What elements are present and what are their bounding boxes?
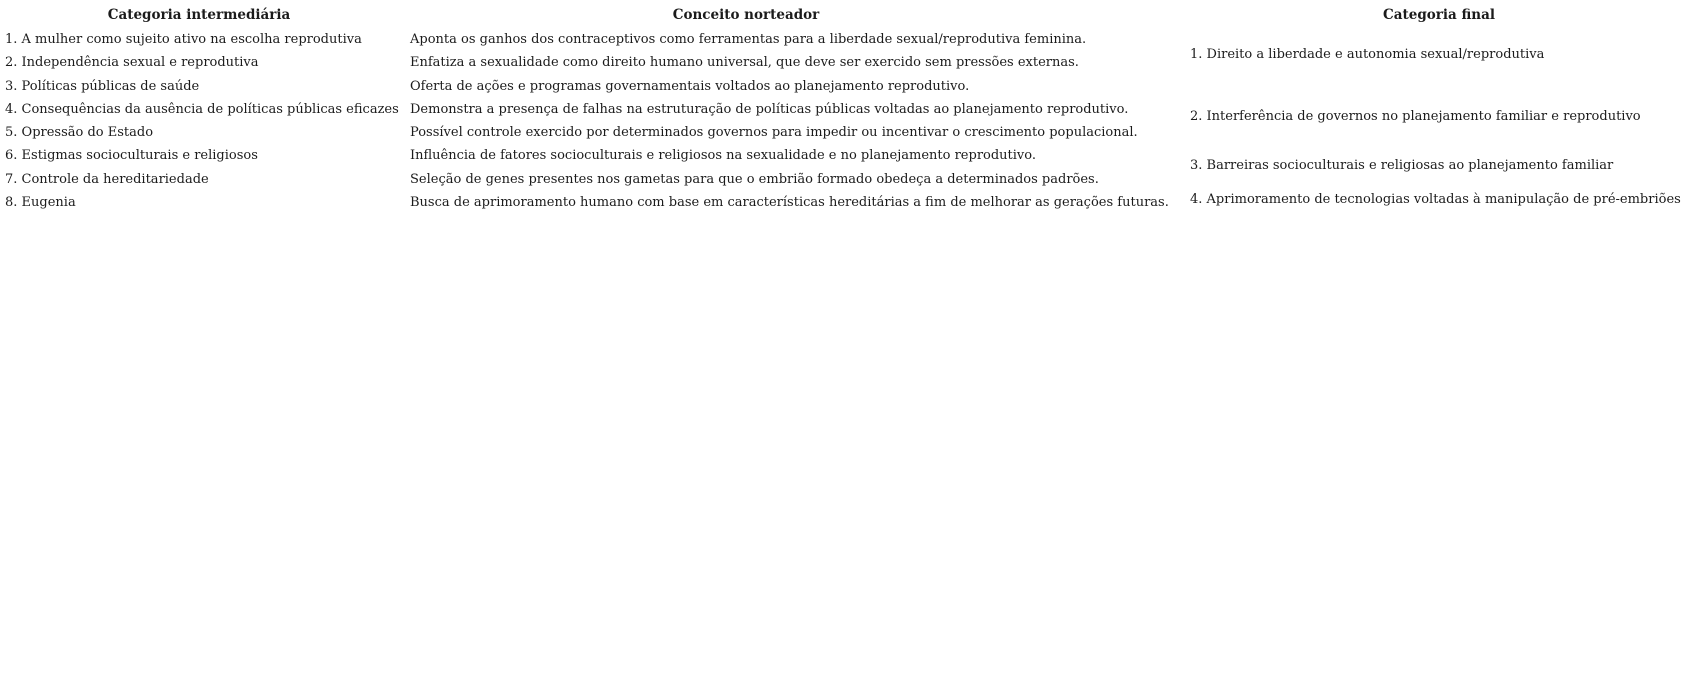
intermediate-category-item: 5. Opressão do Estado [5, 125, 154, 141]
guiding-concept-column [410, 28, 1169, 214]
intermediate-category-item: 6. Estigmas socioculturais e religiosos [5, 148, 258, 164]
intermediate-category-item: 7. Controle da hereditariedade [5, 171, 209, 187]
guiding-concept-item: Possível controle exercido por determinados governos para impedir ou incentivar o crescimento populacional. [410, 125, 1138, 141]
intermediate-category-column [5, 28, 399, 214]
final-category-item: 3. Barreiras socioculturais e religiosas ao planejamento familiar [1190, 158, 1614, 173]
guiding-concept-item: Enfatiza a sexualidade como direito humano universal, que deve ser exercido sem pressões externas. [410, 55, 1079, 71]
intermediate-category-item: 1. A mulher como sujeito ativo na escolha reprodutiva [5, 32, 362, 47]
intermediate-category-item: 2. Independência sexual e reprodutiva [5, 55, 259, 71]
guiding-concept-item: Seleção de genes presentes nos gametas para que o embrião formado obedeça a determinados padrões. [410, 171, 1099, 187]
header-categoria-final: Categoria final [1383, 7, 1495, 23]
guiding-concept-item: Busca de aprimoramento humano com base em características hereditárias a fim de melhorar as gerações futuras. [410, 195, 1169, 211]
final-category-item: 2. Interferência de governos no planejamento familiar e reprodutivo [1190, 109, 1641, 124]
intermediate-category-item: 3. Políticas públicas de saúde [5, 78, 200, 94]
final-category-item: 4. Aprimoramento de tecnologias voltadas à manipulação de pré-embriões [1190, 192, 1681, 207]
guiding-concept-item: Influência de fatores socioculturais e religiosos na sexualidade e no planejamento reprodutivo. [410, 148, 1037, 164]
guiding-concept-item: Aponta os ganhos dos contraceptivos como ferramentas para a liberdade sexual/reprodutiva feminina. [410, 32, 1087, 47]
intermediate-category-item: 4. Consequências da ausência de políticas públicas eficazes [5, 101, 399, 117]
final-category-item: 1. Direito a liberdade e autonomia sexual/reprodutiva [1190, 47, 1545, 62]
guiding-concept-item: Demonstra a presença de falhas na estruturação de políticas públicas voltadas ao planejamento reprodutivo. [410, 101, 1129, 117]
intermediate-category-item: 8. Eugenia [5, 195, 76, 211]
guiding-concept-item: Oferta de ações e programas governamentais voltados ao planejamento reprodutivo. [410, 78, 970, 94]
header-conceito-norteador: Conceito norteador [672, 7, 820, 23]
header-categoria-intermediaria: Categoria intermediária [107, 7, 291, 23]
